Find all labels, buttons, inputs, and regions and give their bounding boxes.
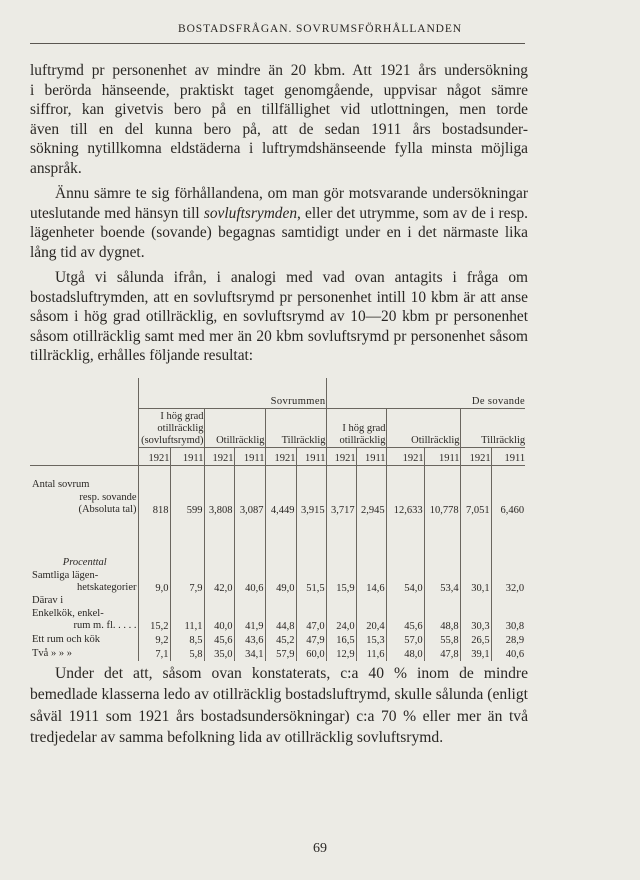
table-cell: 24,0	[326, 595, 356, 633]
table-cell: 28,9	[505, 634, 525, 646]
table-cell: 818	[138, 466, 170, 518]
row-label-antal	[30, 466, 138, 518]
table-cell: 4,449	[265, 466, 296, 518]
row-label-tva-rum: Två » » »	[30, 647, 138, 661]
year-header: 1921	[265, 448, 296, 466]
paragraph-1-line: anspråk.	[30, 159, 82, 177]
paragraph-2-emphasis: sovluftsrymden	[203, 204, 298, 222]
year-header: 1921	[460, 448, 491, 466]
running-head: BOSTADSFRÅGAN. SOVRUMSFÖRHÅLLANDEN	[178, 23, 462, 35]
row-label-line: Samtliga lägen-	[32, 569, 99, 581]
paragraph-3: Utgå vi sålunda ifrån, i analogi med vad ovan antagits i fråga om bostadsluftrymden, att en sovluftsrymd pr personenhet intill 10 kbm är att anse såsom i hög grad otillräcklig, en sovluftsrymd av 10—20 kbm pr personenhet såsom otillräcklig samt med mer än 20 kbm sovluftsrymd pr personenhet såsom tillräcklig, erhålles följande resultat:	[30, 269, 528, 364]
row-label-line: Därav i	[32, 595, 64, 606]
paragraph-2	[30, 184, 528, 262]
year-header: 1911	[491, 448, 525, 466]
paragraph-1-line: luftrymd pr personenhet av mindre än 20 kbm. Att 1921 års undersökning	[30, 62, 528, 79]
table-cell: 3,915	[296, 466, 326, 518]
table-cell: 14,6	[356, 517, 386, 595]
table-cell: 48,8	[424, 595, 460, 633]
table-cell: 15,2	[138, 595, 170, 633]
table-cell: 32,0	[505, 583, 525, 594]
table-cell: 5,8	[170, 647, 204, 661]
statistics-table	[30, 378, 525, 661]
table-cell: 7,9	[170, 517, 204, 595]
row-label-ett-rum: Ett rum och kök	[30, 633, 138, 647]
row-label-line: (Absoluta tal)	[78, 504, 137, 516]
table-cell: 40,6	[234, 517, 265, 595]
table-cell: 15,9	[326, 517, 356, 595]
header-rule	[30, 43, 525, 44]
table-cell: 3,808	[204, 466, 234, 518]
table-cell: 55,8	[424, 633, 460, 647]
year-header: 1911	[424, 448, 460, 466]
table-cell: 42,0	[204, 517, 234, 595]
row-label-samtliga	[30, 517, 138, 595]
table-row	[30, 595, 525, 633]
table-cell: 11,1	[170, 595, 204, 633]
table-cell: 47,9	[296, 633, 326, 647]
subheader-tillracklig-sov: Tillräcklig	[265, 409, 326, 448]
paragraph-1	[30, 61, 528, 178]
stub-header	[30, 378, 138, 466]
row-label-line: Antal sovrum	[32, 479, 90, 491]
row-label-procenttal: Procenttal	[62, 557, 107, 569]
subheader-otillracklig-sov: Otillräcklig	[204, 409, 265, 448]
table-row	[30, 647, 525, 661]
table-cell: 57,0	[386, 633, 424, 647]
table-cell: 49,0	[265, 517, 296, 595]
table-cell: 40,6	[505, 648, 525, 660]
table-cell: 43,6	[234, 633, 265, 647]
table-cell: 6,460	[500, 505, 525, 516]
table-row	[30, 517, 525, 595]
table-cell: 11,6	[356, 647, 386, 661]
year-header: 1911	[234, 448, 265, 466]
paragraph-2-text: Ännu sämre te sig förhållandena, om man gör motsvarande undersökningar uteslutande med hänsyn till	[30, 185, 528, 222]
paragraph-1-line: även till en del kunna bero på, att de sedan 1911 års bostadsunder-	[30, 120, 528, 138]
subheader-hog-grad-de: I hög grad otillräcklig	[326, 409, 386, 448]
table-cell: 9,0	[138, 517, 170, 595]
row-label-enkelkok	[30, 595, 138, 633]
table-cell: 16,5	[326, 633, 356, 647]
table-cell: 35,0	[204, 647, 234, 661]
table-cell: 34,1	[234, 647, 265, 661]
row-label-line: hetskategorier	[77, 582, 137, 594]
table-cell: 9,2	[138, 633, 170, 647]
table-cell: 48,0	[386, 647, 424, 661]
table-cell: 8,5	[170, 633, 204, 647]
paragraph-4: Under det att, såsom ovan konstaterats, c:a 40 % inom de mindre bemedlade klasserna ledo av otillräcklig bostadsluftrymd, skulle sålunda (enligt såväl 1911 som 1921 års bostadsundersökningar) c:a 70 % eller mer än två tredjedelar av samma befolkning lida av otillräcklig sovluftsrymd.	[30, 665, 528, 747]
table-cell: 53,4	[424, 517, 460, 595]
row-label-line: rum m. fl. . . . .	[73, 620, 137, 632]
table-cell: 30,3	[460, 595, 491, 633]
paragraph-2-text-end: , eller det utrymme, som av de i resp. lägenheter boende (sovande) begagnas samtidigt under en i det närmaste lika lång tid av dygnet.	[30, 204, 528, 261]
table-cell: 39,1	[460, 647, 491, 661]
table-cell: 7,051	[460, 466, 491, 518]
table-cell: 44,8	[265, 595, 296, 633]
table-cell: 57,9	[265, 647, 296, 661]
year-header: 1911	[356, 448, 386, 466]
table-cell: 7,1	[138, 647, 170, 661]
row-label-line: Enkelkök, enkel-	[32, 607, 104, 619]
subheader-hog-grad-sov: I hög grad otillräcklig (sovluftsrymd)	[138, 409, 204, 448]
table-cell: 30,1	[460, 517, 491, 595]
group-header-de-sovande: De sovande	[326, 378, 525, 409]
table-cell: 15,3	[356, 633, 386, 647]
table-cell: 45,6	[204, 633, 234, 647]
table-row	[30, 633, 525, 647]
group-header-sovrummen: Sovrummen	[138, 378, 326, 409]
table-cell: 3,717	[326, 466, 356, 518]
table-cell: 54,0	[386, 517, 424, 595]
row-label-line: resp. sovande	[79, 491, 137, 503]
page-number: 69	[313, 841, 327, 856]
table-cell: 47,0	[296, 595, 326, 633]
table-cell: 599	[170, 466, 204, 518]
year-header: 1911	[296, 448, 326, 466]
year-header: 1911	[170, 448, 204, 466]
table-cell: 2,945	[356, 466, 386, 518]
table-cell: 3,087	[234, 466, 265, 518]
paragraph-1-line: i berörda hänseende, praktiskt taget genomgående, uppvisar något sämre	[30, 81, 528, 99]
table-cell: 51,5	[296, 517, 326, 595]
table-cell: 45,6	[386, 595, 424, 633]
table-cell: 12,9	[326, 647, 356, 661]
table-cell: 47,8	[424, 647, 460, 661]
subheader-otillracklig-de: Otillräcklig	[386, 409, 460, 448]
table-cell: 41,9	[234, 595, 265, 633]
table-cell: 10,778	[424, 466, 460, 518]
year-header: 1921	[138, 448, 170, 466]
table-row	[30, 466, 525, 518]
year-header: 1921	[326, 448, 356, 466]
table-cell: 40,0	[204, 595, 234, 633]
table-cell: 12,633	[386, 466, 424, 518]
table-cell: 45,2	[265, 633, 296, 647]
paragraph-1-line: sökning nytillkomna eldstäderna i luftrymdshänseende fylla minsta möjliga	[30, 140, 528, 157]
table-cell: 20,4	[356, 595, 386, 633]
subheader-tillracklig-de: Tillräcklig	[460, 409, 525, 448]
table-cell: 26,5	[460, 633, 491, 647]
year-header: 1921	[204, 448, 234, 466]
paragraph-1-line: siffror, kan givetvis bero på en tillfällighet vid utlottningen, men torde	[30, 101, 528, 118]
table-cell: 60,0	[296, 647, 326, 661]
table-cell: 30,8	[505, 620, 525, 632]
year-header: 1921	[386, 448, 424, 466]
